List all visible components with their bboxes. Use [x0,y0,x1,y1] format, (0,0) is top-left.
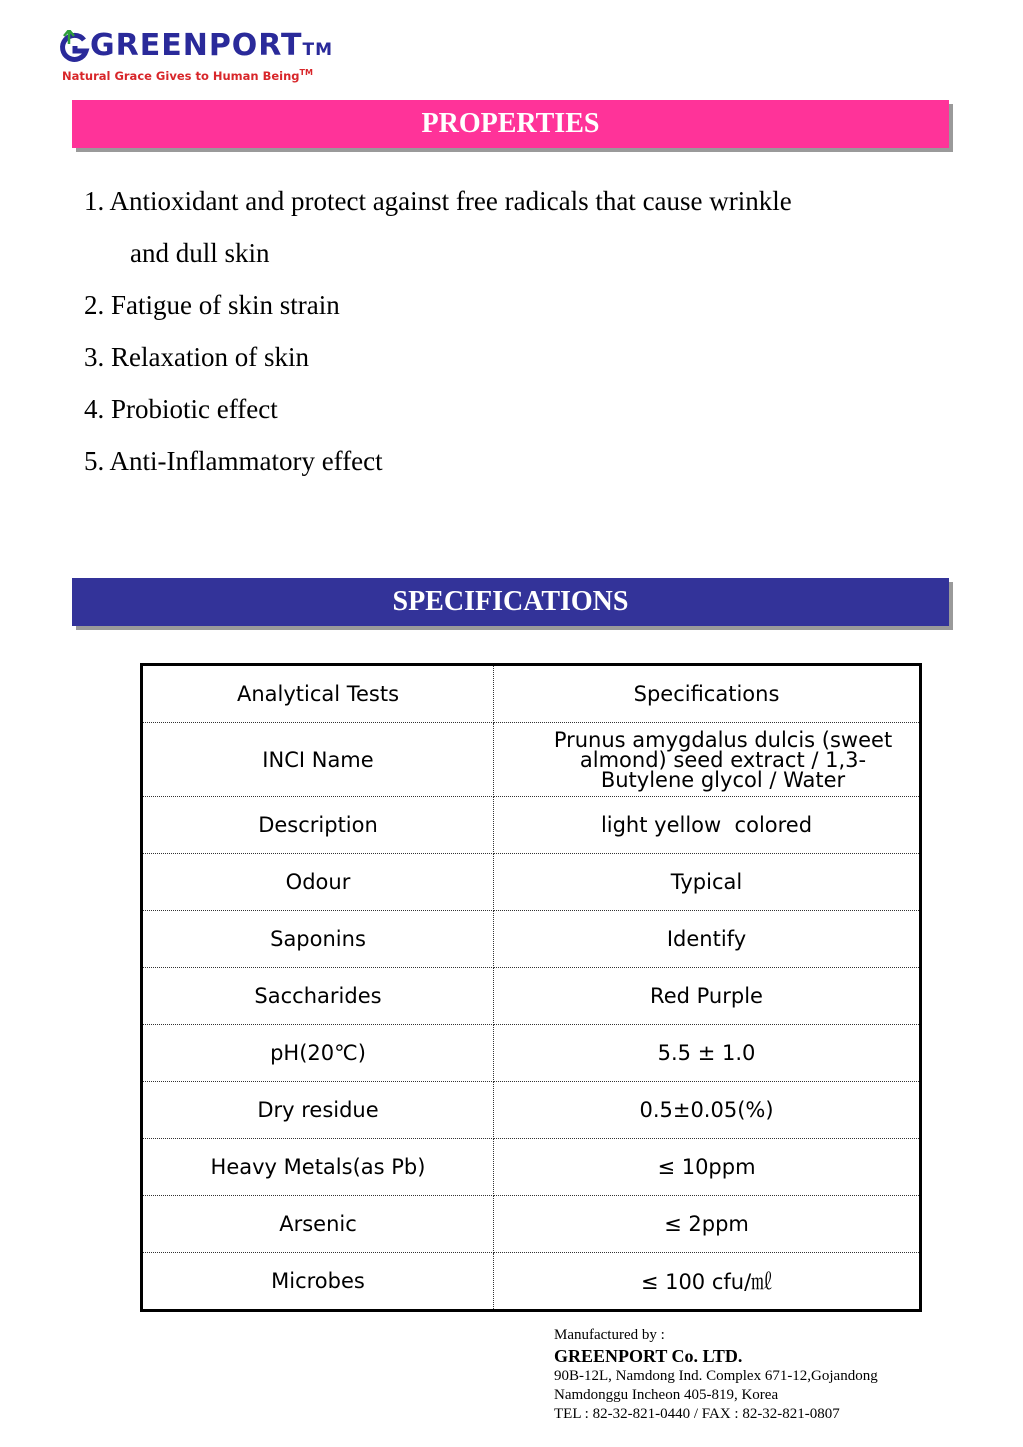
inci-line: almond) seed extract / 1,3- [579,747,867,772]
spec-value-cell: ≤ 100 cfu/㎖ [640,1270,773,1294]
brand-name: GREENPORTTM [90,28,334,63]
table-row [142,723,921,797]
properties-banner [72,100,949,148]
inci-line: Prunus amygdalus dulcis (sweet [553,727,893,752]
spec-value-cell: Identify [494,911,921,968]
test-name-cell: Description [142,797,494,854]
table-row [142,1253,921,1311]
table-row [142,1082,921,1139]
spec-value-cell: 5.5 ± 1.0 [494,1025,921,1082]
brand-tagline: Natural Grace Gives to Human Being™ [62,68,313,83]
spec-value-cell: light yellow colored [494,797,921,854]
test-name-cell: Arsenic [142,1196,494,1253]
header-cell: Specifications [494,665,921,723]
table-header-row [142,665,921,723]
address-line-2: Namdonggu Incheon 405-819, Korea [554,1387,779,1403]
spec-value-cell: Typical [494,854,921,911]
list-item: 1. Antioxidant and protect against free radicals that cause wrinkle [84,186,792,216]
manufacturer-footer [554,1325,1014,1424]
properties-list [84,175,964,487]
contact-line: TEL : 82-32-821-0440 / FAX : 82-32-821-0807 [554,1406,840,1422]
list-item: 4. Probiotic effect [84,394,278,424]
test-name-cell: Heavy Metals(as Pb) [142,1139,494,1196]
table-row [142,1196,921,1253]
test-name-cell: Saccharides [142,968,494,1025]
list-item: 5. Anti-Inflammatory effect [84,446,383,476]
brand-tm: TM [302,40,334,60]
spec-value-cell [494,723,921,797]
company-name: GREENPORT Co. LTD. [554,1346,743,1366]
spec-value-cell: ≤ 10ppm [494,1139,921,1196]
spec-value-cell: ≤ 2ppm [494,1196,921,1253]
test-name-cell: Odour [142,854,494,911]
test-name-cell: Microbes [142,1253,494,1311]
specifications-banner [72,578,949,626]
table-row [142,1025,921,1082]
test-name-cell: INCI Name [142,723,494,797]
manufactured-by-label: Manufactured by : [554,1327,665,1343]
list-item-continuation: and dull skin [130,238,270,268]
table-row [142,911,921,968]
table-row [142,854,921,911]
table-row [142,1139,921,1196]
header-cell: Analytical Tests [142,665,494,723]
list-item: 2. Fatigue of skin strain [84,290,340,320]
test-name-cell: Saponins [142,911,494,968]
table-row [142,797,921,854]
properties-title: PROPERTIES [421,108,600,139]
spec-value-cell: 0.5±0.05(%) [494,1082,921,1139]
table-row [142,968,921,1025]
specifications-title: SPECIFICATIONS [392,586,629,617]
test-name-cell: pH(20℃) [142,1025,494,1082]
spec-value-cell: Red Purple [494,968,921,1025]
inci-line: Butylene glycol / Water [600,767,846,792]
test-name-cell: Dry residue [142,1082,494,1139]
company-logo [58,26,348,86]
address-line-1: 90B-12L, Namdong Ind. Complex 671-12,Gojandong [554,1368,878,1384]
specifications-table [140,663,922,1312]
list-item: 3. Relaxation of skin [84,342,309,372]
greenport-g-icon [58,30,92,64]
